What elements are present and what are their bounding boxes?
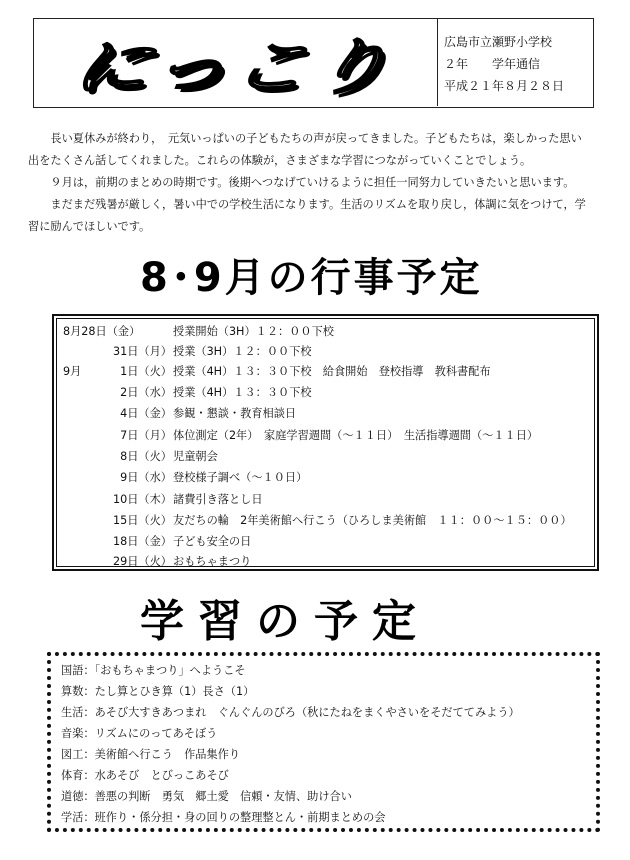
event-text: 授業開始（3H）１２：００下校	[173, 325, 334, 338]
study-subject: 図工	[61, 748, 84, 761]
intro-line: 長い夏休みが終わり， 元気いっぱいの子どもたちの声が戻ってきました。子どもたちは，楽しかった思い	[50, 132, 582, 145]
header-info	[444, 31, 564, 97]
event-date: 8日（火）	[120, 450, 172, 463]
study-text: 「おもちゃまつり」へようこそ	[94, 664, 246, 677]
study-title: 学習の予定	[140, 596, 430, 647]
event-date: 18日（金）	[113, 535, 172, 548]
logo-text: にっこり	[67, 32, 402, 103]
study-subject: 学活	[61, 811, 84, 824]
event-text: 授業（3H）１２：００下校	[173, 345, 312, 358]
event-date: 9日（水）	[120, 471, 172, 484]
study-subject: 体育	[61, 769, 84, 782]
events-title: 8･9月の行事予定	[140, 255, 483, 301]
study-text: 水あそび とびっこあそび	[94, 769, 229, 782]
event-date: 8月28日（金）	[63, 325, 141, 338]
event-text: 友だちの輪 2年美術館へ行こう（ひろしま美術館 １１：００～１５：００）	[173, 514, 572, 527]
study-row: 算数：たし算とひき算（1）長さ（1）	[61, 685, 255, 698]
study-row: 道徳：善悪の判断 勇気 郷土愛 信頼・友情、助け合い	[61, 790, 352, 803]
intro-line: 習に励んでほしいです。	[28, 220, 151, 233]
study-text: リズムにのってあそぼう	[94, 727, 218, 740]
study-subject: 算数	[61, 685, 84, 698]
study-text: 美術館へ行こう 作品集作り	[94, 748, 241, 761]
events-list	[56, 318, 595, 567]
event-text: 児童朝会	[173, 450, 218, 463]
events-box	[52, 314, 599, 571]
event-date: 29日（火）	[113, 555, 172, 568]
event-date: 2日（水）	[120, 386, 172, 399]
intro-line: ９月は，前期のまとめの時期です。後期へつなげていけるように担任一同努力していきたいと思います。	[50, 176, 575, 189]
event-month: 9月	[63, 365, 82, 378]
study-row: 図工：美術館へ行こう 作品集作り	[61, 748, 241, 761]
event-date: 31日（月）	[113, 345, 172, 358]
study-row: 国語：「おもちゃまつり」へようこそ	[61, 664, 246, 677]
study-row: 音楽：リズムにのってあそぼう	[61, 727, 218, 740]
study-text: たし算とひき算（1）長さ（1）	[94, 685, 255, 698]
study-subject: 道徳	[61, 790, 84, 803]
event-text: 授業（4H）１３：３０下校	[173, 386, 312, 399]
intro-line: 出をたくさん話してくれました。これらの体験が，さまざまな学習につながっていくことでしょう。	[28, 154, 532, 167]
study-text: あそび大すきあつまれ ぐんぐんのびろ（秋にたねをまくやさいをそだててみよう）	[94, 706, 520, 719]
study-text: 班作り・係分担・身の回りの整理整とん・前期まとめの会	[94, 811, 386, 824]
logo	[34, 19, 438, 106]
study-row: 体育：水あそび とびっこあそび	[61, 769, 229, 782]
event-date: 10日（木）	[113, 493, 172, 506]
event-text: 授業（4H）１３：３０下校 給食開始 登校指導 教科書配布	[173, 365, 491, 378]
event-date: 4日（金）	[120, 407, 172, 420]
event-text: おもちゃまつり	[173, 555, 252, 568]
study-row: 生活：あそび大すきあつまれ ぐんぐんのびろ（秋にたねをまくやさいをそだててみよう）	[61, 706, 520, 719]
school-name: 広島市立瀬野小学校	[444, 35, 553, 49]
newsletter-header	[33, 18, 594, 108]
newsletter-name: ２年 学年通信	[444, 57, 541, 71]
event-text: 子ども安全の日	[173, 535, 252, 548]
study-subject: 生活	[61, 706, 84, 719]
issue-date: 平成２１年８月２８日	[444, 79, 565, 93]
study-subject: 国語	[61, 664, 84, 677]
event-text: 体位測定（2年） 家庭学習週間（～１１日） 生活指導週間（～１１日）	[173, 429, 539, 442]
study-row: 学活：班作り・係分担・身の回りの整理整とん・前期まとめの会	[61, 811, 386, 824]
event-text: 参観・懇談・教育相談日	[173, 407, 297, 420]
event-date: 15日（火）	[113, 514, 172, 527]
study-subject: 音楽	[61, 727, 84, 740]
event-date: 7日（月）	[120, 429, 172, 442]
intro-text	[28, 128, 608, 238]
intro-line: まだまだ残暑が厳しく，暑い中での学校生活になります。生活のリズムを取り戻し，体調に気をつけて，学	[50, 198, 586, 211]
event-text: 諸費引き落とし日	[173, 493, 263, 506]
event-text: 登校様子調べ（～１０日）	[173, 471, 308, 484]
event-date: 1日（火）	[120, 365, 172, 378]
study-text: 善悪の判断 勇気 郷土愛 信頼・友情、助け合い	[94, 790, 352, 803]
study-box	[47, 652, 600, 832]
